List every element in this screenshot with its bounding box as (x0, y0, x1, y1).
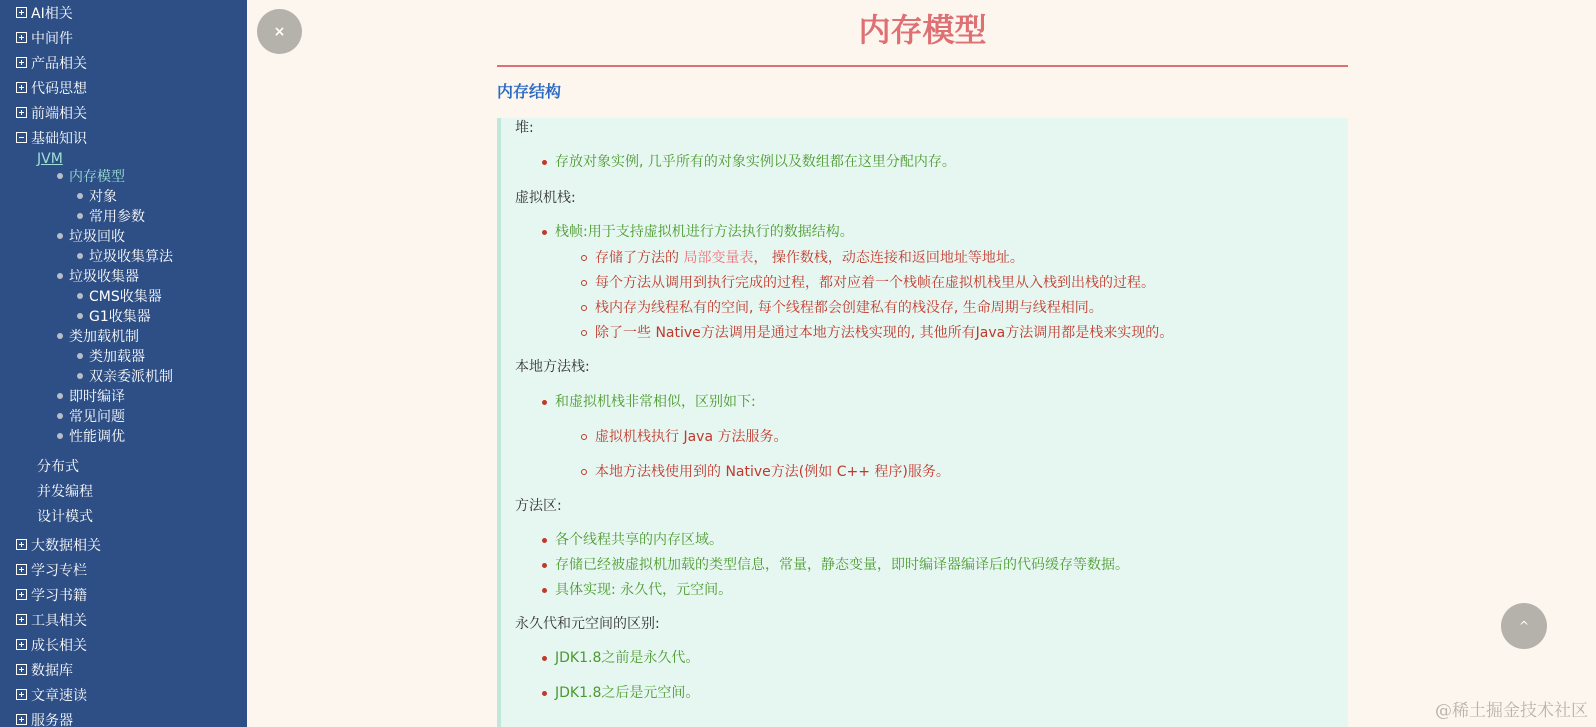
bullet-icon (57, 393, 63, 399)
list-item: 栈帧:用于支持虚拟机进行方法执行的数据结构。 (555, 224, 854, 240)
sidebar-item-tuning[interactable]: 性能调优 (57, 427, 125, 447)
list-item: 存放对象实例, 几乎所有的对象实例以及数组都在这里分配内存。 (555, 154, 956, 170)
bullet-icon (77, 373, 83, 379)
native-stack-label: 本地方法栈: (515, 359, 590, 375)
expand-icon (16, 57, 27, 68)
bullet-icon (581, 305, 587, 311)
list-item: JDK1.8之前是永久代。 (555, 650, 700, 666)
bullet-icon (581, 280, 587, 286)
title-divider (497, 65, 1348, 67)
sidebar (0, 0, 247, 727)
sidebar-item-product[interactable]: 产品相关 (16, 53, 87, 75)
permgen-label: 永久代和元空间的区别: (515, 616, 660, 632)
sidebar-item-bigdata[interactable]: 大数据相关 (16, 535, 101, 557)
highlight-term: 局部变量表 (683, 250, 754, 266)
expand-icon (16, 564, 27, 575)
chevron-up-icon: ^ (1518, 619, 1530, 633)
sidebar-item-middleware[interactable]: 中间件 (16, 28, 73, 50)
sidebar-item-design-patterns[interactable]: 设计模式 (37, 509, 93, 525)
list-item: 具体实现: 永久代，元空间。 (555, 582, 733, 598)
list-item: 栈内存为线程私有的空间, 每个线程都会创建私有的栈没存, 生命周期与线程相同。 (595, 300, 1103, 316)
sidebar-item-distributed[interactable]: 分布式 (37, 459, 79, 475)
sidebar-item-ai[interactable]: AI相关 (16, 3, 73, 25)
bullet-icon (581, 330, 587, 336)
expand-icon (16, 689, 27, 700)
bullet-icon (57, 233, 63, 239)
sidebar-item-frontend[interactable]: 前端相关 (16, 103, 87, 125)
sidebar-item-concurrency[interactable]: 并发编程 (37, 484, 93, 500)
bullet-icon (542, 656, 547, 661)
sidebar-item-tools[interactable]: 工具相关 (16, 610, 87, 632)
sidebar-item-cms[interactable]: CMS收集器 (77, 287, 162, 307)
list-item: 除了一些 Native方法调用是通过本地方法栈实现的, 其他所有Java方法调用都是栈来实现的。 (595, 325, 1174, 341)
close-sidebar-button[interactable] (257, 9, 302, 54)
expand-icon (16, 7, 27, 18)
bullet-icon (77, 213, 83, 219)
bullet-icon (542, 230, 547, 235)
bullet-icon (77, 193, 83, 199)
bullet-icon (57, 173, 63, 179)
sidebar-item-growth[interactable]: 成长相关 (16, 635, 87, 657)
bullet-icon (77, 353, 83, 359)
sidebar-item-article-digest[interactable]: 文章速读 (16, 685, 87, 707)
sidebar-item-columns[interactable]: 学习专栏 (16, 560, 87, 582)
sidebar-item-class-loader[interactable]: 类加载器 (77, 347, 145, 367)
page-title: 内存模型 (858, 11, 987, 49)
sidebar-item-gc-algorithms[interactable]: 垃圾收集算法 (77, 247, 173, 267)
bullet-icon (542, 588, 547, 593)
sidebar-link-jvm[interactable]: JVM (37, 151, 63, 167)
section-heading: 内存结构 (497, 82, 562, 101)
list-item: 各个线程共享的内存区域。 (555, 532, 723, 548)
list-item: 虚拟机栈执行 Java 方法服务。 (595, 429, 788, 445)
sidebar-item-jit[interactable]: 即时编译 (57, 387, 125, 407)
expand-icon (16, 107, 27, 118)
expand-icon (16, 639, 27, 650)
expand-icon (16, 664, 27, 675)
expand-icon (16, 539, 27, 550)
bullet-icon (542, 563, 547, 568)
sidebar-item-basics[interactable]: 基础知识 (16, 128, 87, 150)
bullet-icon (57, 433, 63, 439)
watermark: @稀土掘金技术社区 (1435, 701, 1588, 721)
sidebar-item-database[interactable]: 数据库 (16, 660, 73, 682)
method-area-label: 方法区: (515, 498, 562, 514)
sidebar-item-common-params[interactable]: 常用参数 (77, 207, 145, 227)
bullet-icon (581, 434, 587, 440)
bullet-icon (542, 160, 547, 165)
list-item: 存储已经被虚拟机加载的类型信息，常量，静态变量，即时编译器编译后的代码缓存等数据。 (555, 557, 1129, 573)
sidebar-item-parent-delegation[interactable]: 双亲委派机制 (77, 367, 173, 387)
sidebar-item-g1[interactable]: G1收集器 (77, 307, 151, 327)
expand-icon (16, 82, 27, 93)
list-item: 每个方法从调用到执行完成的过程，都对应着一个栈帧在虚拟机栈里从入栈到出栈的过程。 (595, 275, 1155, 291)
sidebar-item-gc[interactable]: 垃圾回收 (57, 227, 125, 247)
sidebar-item-faq[interactable]: 常见问题 (57, 407, 125, 427)
list-item: 存储了方法的 局部变量表， 操作数栈，动态连接和返回地址等地址。 (595, 250, 1024, 266)
content-blockquote (497, 118, 1348, 727)
list-item: 本地方法栈使用到的 Native方法(例如 C++ 程序)服务。 (595, 464, 950, 480)
bullet-icon (542, 691, 547, 696)
bullet-icon (77, 313, 83, 319)
close-icon: × (273, 23, 286, 40)
sidebar-item-object[interactable]: 对象 (77, 187, 117, 207)
bullet-icon (57, 413, 63, 419)
vm-stack-label: 虚拟机栈: (515, 190, 576, 206)
bullet-icon (77, 253, 83, 259)
back-to-top-button[interactable] (1501, 603, 1547, 649)
bullet-icon (542, 400, 547, 405)
sidebar-item-code-thinking[interactable]: 代码思想 (16, 78, 87, 100)
bullet-icon (77, 293, 83, 299)
expand-icon (16, 714, 27, 725)
bullet-icon (581, 469, 587, 475)
sidebar-item-memory-model[interactable]: 内存模型 (57, 167, 125, 187)
heap-label: 堆: (515, 120, 534, 136)
list-item: 和虚拟机栈非常相似，区别如下: (555, 394, 756, 410)
bullet-icon (57, 273, 63, 279)
expand-icon (16, 614, 27, 625)
bullet-icon (542, 538, 547, 543)
expand-icon (16, 32, 27, 43)
expand-icon (16, 589, 27, 600)
collapse-icon (16, 132, 27, 143)
sidebar-item-class-loading[interactable]: 类加载机制 (57, 327, 139, 347)
sidebar-item-books[interactable]: 学习书籍 (16, 585, 87, 607)
sidebar-item-server[interactable]: 服务器 (16, 710, 73, 727)
bullet-icon (57, 333, 63, 339)
list-item: JDK1.8之后是元空间。 (555, 685, 700, 701)
sidebar-item-collectors[interactable]: 垃圾收集器 (57, 267, 139, 287)
bullet-icon (581, 255, 587, 261)
